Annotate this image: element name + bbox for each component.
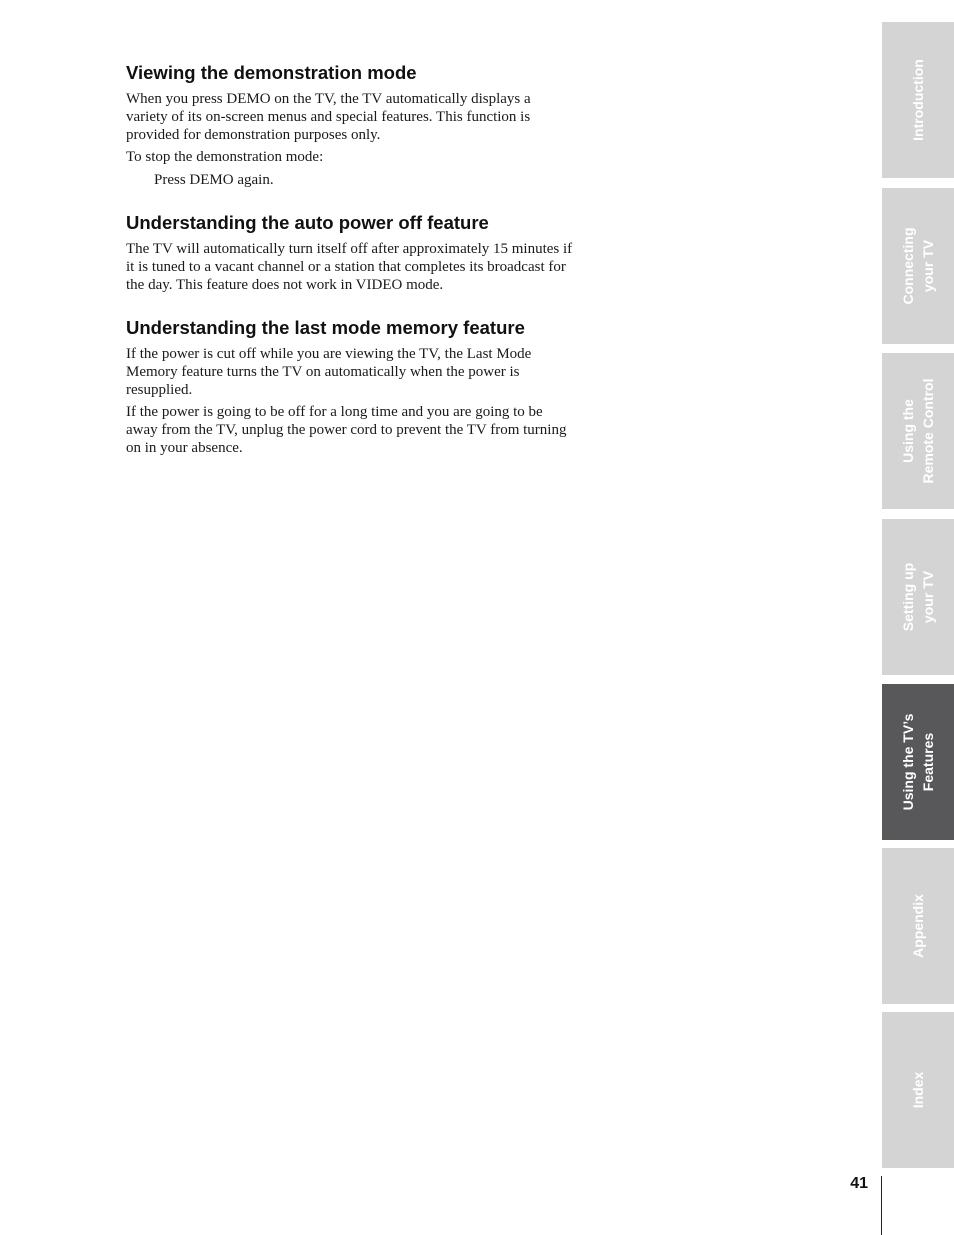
- section-heading-auto-power-off: Understanding the auto power off feature: [126, 212, 489, 233]
- side-tab-label: Setting up: [900, 562, 916, 632]
- demo-paragraph-2: To stop the demonstration mode:: [126, 149, 324, 165]
- side-tab-label: Connecting: [900, 227, 916, 305]
- auto-power-paragraph: The TV will automatically turn itself off after approximately 15 minutes if it is tuned to a vacant channel or a station that completes its broadcast for the day. This feature does not work in VIDEO mode.: [126, 241, 573, 293]
- footer-divider: [881, 1176, 882, 1235]
- side-tab-label: Features: [920, 732, 936, 792]
- section-heading-demonstration: Viewing the demonstration mode: [126, 62, 417, 83]
- side-tab-introduction[interactable]: [882, 22, 954, 178]
- last-mode-paragraph-2: If the power is going to be off for a long time and you are going to be away from the TV, unplug the power cord to prevent the TV from turning on in your absence.: [126, 404, 567, 456]
- demo-paragraph-1: When you press DEMO on the TV, the TV automatically displays a variety of its on-screen menus and special features. This function is provided for demonstration purposes only.: [126, 91, 531, 143]
- side-tab-label: Using the: [900, 399, 916, 463]
- page-number: 41: [850, 1175, 868, 1192]
- side-tab-label: Remote Control: [920, 378, 936, 484]
- side-tab-label: Appendix: [910, 894, 926, 958]
- side-tab-features[interactable]: [882, 684, 954, 840]
- side-tab-label: your TV: [920, 570, 936, 624]
- side-tab-label: Introduction: [910, 59, 926, 141]
- side-tab-remote-control[interactable]: [882, 353, 954, 509]
- side-tab-label: your TV: [920, 239, 936, 293]
- last-mode-paragraph-1: If the power is cut off while you are viewing the TV, the Last Mode Memory feature turns the TV on automatically when the power is resupplied.: [126, 346, 532, 398]
- side-tab-index[interactable]: [882, 1012, 954, 1168]
- side-tab-appendix[interactable]: [882, 848, 954, 1004]
- demo-step: Press DEMO again.: [154, 172, 274, 188]
- section-heading-last-mode-memory: Understanding the last mode memory feature: [126, 317, 525, 338]
- side-tab-setting-up[interactable]: [882, 519, 954, 675]
- side-tab-label: Using the TV’s: [900, 713, 916, 811]
- side-tab-connecting[interactable]: [882, 188, 954, 344]
- side-tab-label: Index: [910, 1071, 926, 1109]
